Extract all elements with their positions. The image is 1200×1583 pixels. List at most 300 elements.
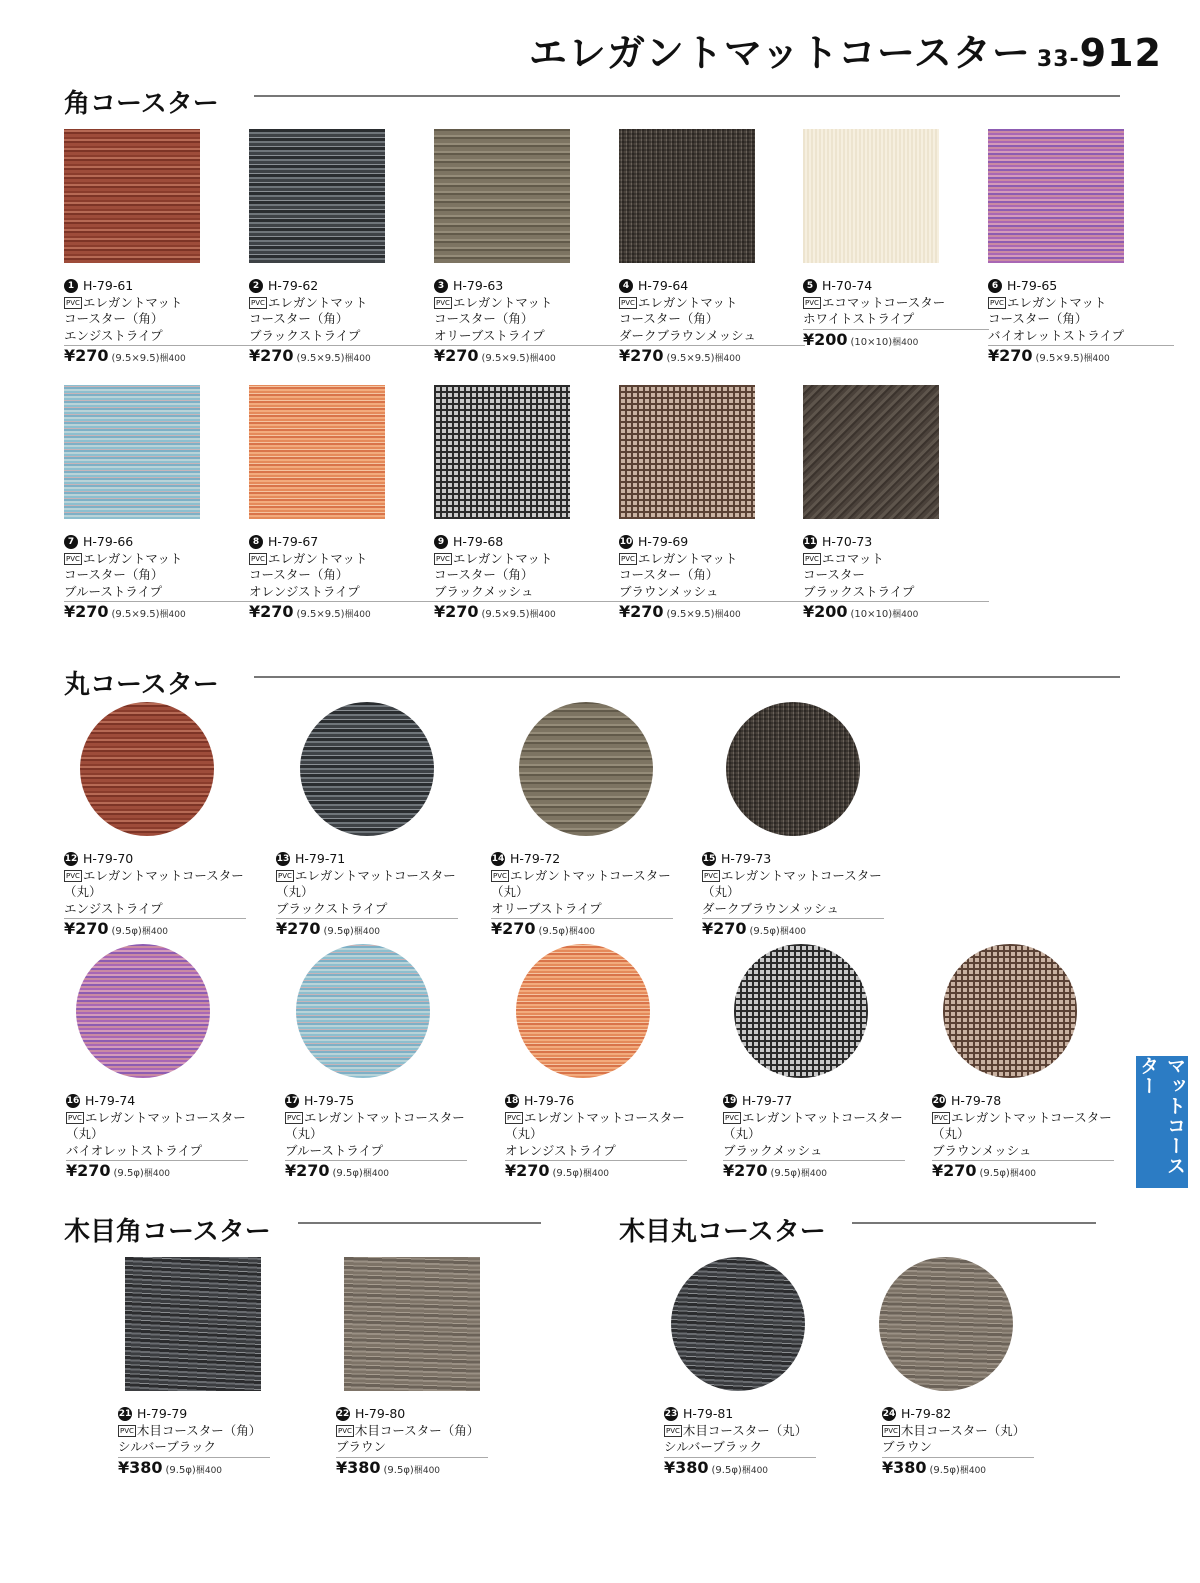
- product-size: (9.5×9.5): [481, 609, 530, 620]
- product-size: (9.5φ): [770, 1168, 801, 1179]
- product-code: H-79-63: [453, 278, 504, 293]
- product-name-line-1: PVC エレガントマットコースター（丸）: [491, 867, 671, 899]
- item-number-badge: 17: [285, 1096, 299, 1107]
- product-case-qty: 梱400: [413, 1465, 441, 1476]
- product-code: H-79-71: [295, 851, 346, 866]
- product-name-line-2: ブルーストライプ: [285, 1142, 384, 1158]
- item-number-badge: 14: [491, 854, 505, 865]
- product-item[interactable]: [434, 129, 620, 368]
- product-price: ¥270: [64, 602, 109, 621]
- product-number-line: [64, 851, 246, 868]
- product-name-line-2: オレンジストライプ: [505, 1142, 616, 1158]
- product-code: H-79-65: [1007, 278, 1058, 293]
- product-name-line-1: PVC 木目コースター（角）: [338, 1422, 480, 1438]
- product-name-line-3: オリーブストライプ: [434, 327, 545, 343]
- product-price: ¥270: [702, 919, 747, 938]
- price-line: [702, 921, 884, 941]
- product-meta: [932, 1093, 1114, 1183]
- product-size: (9.5×9.5): [1035, 353, 1084, 364]
- product-case-qty: 梱400: [529, 354, 556, 364]
- product-code: H-79-66: [83, 534, 134, 549]
- pvc-mark: PVC: [287, 1113, 301, 1122]
- item-number-badge: 6: [988, 279, 1002, 293]
- item-number-badge: 13: [276, 854, 290, 865]
- product-name-line-2: シルバーブラック: [664, 1439, 762, 1454]
- product-name: [64, 868, 246, 920]
- product-name: [803, 551, 989, 603]
- item-number-badge: 23: [664, 1409, 678, 1420]
- pvc-mark: PVC: [278, 871, 292, 880]
- product-size: (9.5φ): [979, 1168, 1010, 1179]
- item-number-badge: 12: [64, 854, 78, 865]
- price-line: [64, 921, 246, 941]
- product-case-qty: 梱400: [362, 1169, 390, 1179]
- product-price: ¥270: [249, 602, 294, 621]
- product-name: [505, 1110, 687, 1162]
- product-case-qty: 梱400: [353, 927, 381, 937]
- product-name-line-1: PVC エレガントマットコースター（丸）: [702, 867, 882, 899]
- product-number-line: [702, 851, 884, 868]
- pvc-mark: PVC: [251, 298, 265, 307]
- item-number-badge: 16: [66, 1096, 80, 1107]
- coaster-square-swatch: [249, 385, 385, 519]
- product-name-line-1: PVC エレガントマット: [251, 294, 368, 310]
- product-item[interactable]: [434, 385, 620, 624]
- item-number-badge: 4: [619, 279, 633, 293]
- product-code: H-79-76: [524, 1093, 575, 1108]
- product-item[interactable]: [664, 1257, 816, 1479]
- product-name-line-1: PVC 木目コースター（角）: [120, 1422, 262, 1438]
- item-number-badge: 15: [702, 854, 716, 865]
- product-item[interactable]: [702, 702, 884, 941]
- pvc-mark: PVC: [66, 871, 80, 880]
- item-number-badge: 22: [336, 1409, 350, 1420]
- product-item[interactable]: [249, 385, 435, 624]
- product-name-line-1: PVC エレガントマット: [436, 294, 553, 310]
- product-number-line: [64, 534, 250, 551]
- product-code: H-79-82: [901, 1406, 952, 1421]
- product-code: H-79-79: [137, 1406, 188, 1421]
- product-name-line-1: PVC エレガントマットコースター（丸）: [285, 1109, 465, 1141]
- product-meta: [434, 534, 620, 624]
- product-case-qty: 梱400: [800, 1169, 828, 1179]
- product-code: H-79-75: [304, 1093, 355, 1108]
- product-name: [249, 551, 435, 603]
- product-name-line-2: ブラウン: [882, 1439, 933, 1454]
- product-price: ¥270: [434, 346, 479, 365]
- product-meta: [66, 1093, 248, 1183]
- product-item[interactable]: [803, 129, 989, 351]
- product-item[interactable]: [932, 944, 1114, 1183]
- pvc-mark: PVC: [666, 1426, 680, 1435]
- product-name-line-1: PVC エレガントマットコースター（丸）: [505, 1109, 685, 1141]
- product-price: ¥270: [505, 1161, 550, 1180]
- item-number-badge: 11: [803, 537, 817, 548]
- pvc-mark: PVC: [884, 1426, 898, 1435]
- product-name-line-1: PVC エレガントマットコースター（丸）: [64, 867, 244, 899]
- product-price: ¥200: [803, 329, 848, 349]
- coaster-square-swatch: [434, 129, 570, 263]
- product-size: (9.5×9.5): [666, 609, 715, 620]
- pvc-mark: PVC: [68, 1113, 82, 1122]
- product-name-line-3: ブルーストライプ: [64, 583, 163, 599]
- price-line: [434, 348, 620, 368]
- item-number-badge: 21: [118, 1409, 132, 1420]
- product-name-line-2: ホワイトストライプ: [803, 311, 915, 326]
- product-name-line-2: エンジストライプ: [64, 900, 163, 916]
- item-number-badge: 18: [505, 1096, 519, 1107]
- product-case-qty: 梱400: [779, 927, 807, 937]
- product-number-line: [882, 1406, 1034, 1423]
- product-size: (9.5×9.5): [666, 353, 715, 364]
- product-size: (10×10): [850, 336, 893, 348]
- product-item[interactable]: [336, 1257, 488, 1479]
- product-number-line: [664, 1406, 816, 1423]
- pvc-mark: PVC: [805, 298, 819, 307]
- product-name-line-1: PVC エレガントマット: [990, 294, 1107, 310]
- product-code: H-79-74: [85, 1093, 136, 1108]
- product-number-line: [505, 1093, 687, 1110]
- pvc-mark: PVC: [66, 298, 80, 307]
- product-code: H-79-68: [453, 534, 504, 549]
- product-code: H-79-72: [510, 851, 561, 866]
- product-number-line: [249, 534, 435, 551]
- product-case-qty: 梱400: [1083, 354, 1110, 364]
- product-size: (9.5×9.5): [111, 609, 160, 620]
- product-meta: [434, 278, 620, 368]
- coaster-square-swatch: [988, 129, 1124, 263]
- price-line: [619, 348, 805, 368]
- product-code: H-79-64: [638, 278, 689, 293]
- product-meta: [803, 534, 989, 624]
- product-case-qty: 梱400: [892, 337, 919, 348]
- product-item[interactable]: [285, 944, 467, 1183]
- section-title-round: 丸コースター: [64, 670, 219, 700]
- pvc-mark: PVC: [725, 1113, 739, 1122]
- product-name-line-1: PVC エコマットコースター: [805, 294, 946, 310]
- product-name-line-3: ダークブラウンメッシュ: [619, 327, 756, 343]
- coaster-round-swatch: [879, 1257, 1013, 1391]
- product-item[interactable]: [505, 944, 687, 1183]
- product-item[interactable]: [64, 702, 246, 941]
- coaster-square-swatch: [619, 129, 755, 263]
- item-number-badge: 1: [64, 279, 78, 293]
- product-code: H-79-67: [268, 534, 319, 549]
- side-category-tab[interactable]: マットコースター: [1136, 1056, 1188, 1188]
- product-item[interactable]: [491, 702, 673, 941]
- product-item[interactable]: [66, 944, 248, 1183]
- product-name-line-3: ブラックストライプ: [249, 327, 361, 343]
- product-name-line-2: ダークブラウンメッシュ: [702, 900, 839, 916]
- pvc-mark: PVC: [66, 554, 80, 563]
- product-meta: [276, 851, 458, 941]
- product-name-line-1: PVC エレガントマット: [251, 550, 368, 566]
- coaster-square-swatch: [64, 129, 200, 263]
- product-code: H-79-62: [268, 278, 319, 293]
- coaster-round-swatch: [76, 944, 210, 1078]
- product-size: (9.5×9.5): [481, 353, 530, 364]
- product-name-line-2: コースター（角）: [249, 311, 349, 326]
- product-item[interactable]: [882, 1257, 1034, 1479]
- product-name: [619, 551, 805, 603]
- product-number-line: [803, 534, 989, 551]
- pvc-mark: PVC: [120, 1426, 134, 1435]
- pvc-mark: PVC: [251, 554, 265, 563]
- product-case-qty: 梱400: [568, 927, 596, 937]
- price-line: [882, 1457, 1034, 1480]
- product-number-line: [723, 1093, 905, 1110]
- coaster-square-swatch: [344, 1257, 480, 1391]
- product-name-line-1: PVC エレガントマット: [436, 550, 553, 566]
- product-name: [64, 295, 250, 347]
- price-line: [932, 1163, 1114, 1183]
- price-line: [118, 1457, 270, 1480]
- product-name-line-2: バイオレットストライプ: [66, 1142, 203, 1158]
- product-number-line: [619, 278, 805, 295]
- pvc-mark: PVC: [990, 298, 1004, 307]
- product-name-line-2: コースター（角）: [434, 311, 534, 326]
- product-case-qty: 梱400: [741, 1465, 769, 1476]
- coaster-round-swatch: [80, 702, 214, 836]
- section-divider: [254, 95, 1120, 97]
- product-meta: [285, 1093, 467, 1183]
- product-name: [932, 1110, 1114, 1162]
- product-case-qty: 梱400: [582, 1169, 610, 1179]
- coaster-round-swatch: [734, 944, 868, 1078]
- product-name: [882, 1423, 1034, 1458]
- product-price: ¥380: [882, 1457, 927, 1477]
- pvc-mark: PVC: [805, 554, 819, 563]
- coaster-round-swatch: [943, 944, 1077, 1078]
- section-title-wood-square: 木目角コースター: [64, 1217, 271, 1247]
- item-number-badge: 5: [803, 279, 817, 293]
- product-name-line-2: コースター（角）: [64, 311, 164, 326]
- product-name-line-1: PVC エレガントマットコースター（丸）: [276, 867, 456, 899]
- coaster-square-swatch: [619, 385, 755, 519]
- product-meta: [64, 851, 246, 941]
- product-number-line: [249, 278, 435, 295]
- product-name-line-2: オリーブストライプ: [491, 900, 602, 916]
- price-line: [249, 348, 435, 368]
- product-code: H-79-77: [742, 1093, 793, 1108]
- product-name: [64, 551, 250, 603]
- price-line: [505, 1163, 687, 1183]
- catalog-page-number: 912: [1079, 31, 1162, 75]
- product-meta: [803, 278, 989, 351]
- section-divider: [298, 1222, 541, 1224]
- section-divider: [254, 676, 1120, 678]
- price-line: [803, 604, 989, 624]
- price-line: [249, 604, 435, 624]
- product-name: [249, 295, 435, 347]
- product-name-line-1: PVC エレガントマット: [621, 550, 738, 566]
- product-case-qty: 梱400: [195, 1465, 223, 1476]
- product-name: [285, 1110, 467, 1162]
- product-meta: [619, 534, 805, 624]
- product-item[interactable]: [276, 702, 458, 941]
- product-name: [702, 868, 884, 920]
- product-name: [803, 295, 989, 330]
- product-case-qty: 梱400: [159, 354, 186, 364]
- pvc-mark: PVC: [621, 554, 635, 563]
- product-number-line: [64, 278, 250, 295]
- product-number-line: [988, 278, 1174, 295]
- product-name-line-2: ブラックメッシュ: [723, 1142, 823, 1158]
- product-price: ¥270: [66, 1161, 111, 1180]
- product-name: [66, 1110, 248, 1162]
- item-number-badge: 10: [619, 537, 633, 548]
- product-price: ¥270: [988, 346, 1033, 365]
- item-number-badge: 20: [932, 1096, 946, 1107]
- product-name-line-2: ブラックストライプ: [276, 900, 388, 916]
- price-line: [988, 348, 1174, 368]
- product-name-line-2: コースター（角）: [249, 567, 349, 582]
- product-meta: [988, 278, 1174, 368]
- product-price: ¥270: [619, 346, 664, 365]
- item-number-badge: 8: [249, 535, 263, 549]
- item-number-badge: 2: [249, 279, 263, 293]
- product-size: (9.5×9.5): [296, 353, 345, 364]
- pvc-mark: PVC: [338, 1426, 352, 1435]
- product-meta: [664, 1406, 816, 1479]
- product-item[interactable]: [619, 129, 805, 368]
- product-case-qty: 梱400: [344, 354, 371, 364]
- product-meta: [64, 534, 250, 624]
- price-line: [336, 1457, 488, 1480]
- product-meta: [118, 1406, 270, 1479]
- product-number-line: [276, 851, 458, 868]
- product-item[interactable]: [249, 129, 435, 368]
- product-meta: [491, 851, 673, 941]
- product-name-line-3: ブラックメッシュ: [434, 583, 534, 599]
- pvc-mark: PVC: [704, 871, 718, 880]
- pvc-mark: PVC: [493, 871, 507, 880]
- coaster-round-swatch: [671, 1257, 805, 1391]
- pvc-mark: PVC: [621, 298, 635, 307]
- coaster-round-swatch: [300, 702, 434, 836]
- product-number-line: [285, 1093, 467, 1110]
- item-number-badge: 3: [434, 279, 448, 293]
- product-name-line-1: PVC エレガントマットコースター（丸）: [66, 1109, 246, 1141]
- product-size: (9.5φ): [165, 1464, 196, 1476]
- product-code: H-79-80: [355, 1406, 406, 1421]
- coaster-square-swatch: [64, 385, 200, 519]
- product-item[interactable]: [619, 385, 805, 624]
- product-code: H-79-61: [83, 278, 134, 293]
- product-size: (9.5φ): [538, 926, 569, 937]
- product-size: (9.5φ): [323, 926, 354, 937]
- product-name-line-2: コースター（角）: [988, 311, 1088, 326]
- product-size: (9.5φ): [111, 926, 142, 937]
- pvc-mark: PVC: [507, 1113, 521, 1122]
- product-item[interactable]: [723, 944, 905, 1183]
- product-name: [723, 1110, 905, 1162]
- product-name: [491, 868, 673, 920]
- price-line: [803, 329, 989, 352]
- product-case-qty: 梱400: [143, 1169, 171, 1179]
- price-line: [64, 348, 250, 368]
- product-code: H-79-78: [951, 1093, 1002, 1108]
- coaster-square-swatch: [125, 1257, 261, 1391]
- product-name-line-1: PVC 木目コースター（丸）: [884, 1422, 1026, 1438]
- coaster-square-swatch: [434, 385, 570, 519]
- item-number-badge: 7: [64, 535, 78, 549]
- product-size: (9.5×9.5): [296, 609, 345, 620]
- product-meta: [723, 1093, 905, 1183]
- product-name: [988, 295, 1174, 347]
- catalog-code-prefix: 33-: [1036, 47, 1080, 72]
- product-code: H-70-74: [822, 278, 873, 293]
- product-meta: [336, 1406, 488, 1479]
- product-case-qty: 梱400: [159, 610, 186, 620]
- product-name: [434, 551, 620, 603]
- section-title-square: 角コースター: [64, 89, 219, 119]
- product-name: [664, 1423, 816, 1458]
- product-price: ¥270: [723, 1161, 768, 1180]
- coaster-round-swatch: [296, 944, 430, 1078]
- product-name-line-2: コースター: [803, 567, 865, 582]
- product-meta: [505, 1093, 687, 1183]
- product-name: [619, 295, 805, 347]
- product-number-line: [66, 1093, 248, 1110]
- pvc-mark: PVC: [436, 554, 450, 563]
- price-line: [723, 1163, 905, 1183]
- product-price: ¥270: [64, 919, 109, 938]
- product-price: ¥270: [276, 919, 321, 938]
- product-name-line-2: ブラウンメッシュ: [932, 1142, 1032, 1158]
- product-size: (9.5φ): [929, 1464, 960, 1476]
- catalog-title: エレガントマットコースター: [528, 31, 1031, 75]
- price-line: [276, 921, 458, 941]
- product-size: (9.5φ): [332, 1168, 363, 1179]
- product-item[interactable]: [64, 385, 250, 624]
- product-name-line-3: バイオレットストライプ: [988, 327, 1125, 343]
- product-number-line: [434, 534, 620, 551]
- product-number-line: [118, 1406, 270, 1423]
- product-meta: [882, 1406, 1034, 1479]
- product-size: (9.5φ): [552, 1168, 583, 1179]
- product-price: ¥270: [434, 602, 479, 621]
- product-size: (9.5φ): [711, 1464, 742, 1476]
- product-name: [336, 1423, 488, 1458]
- product-name: [118, 1423, 270, 1458]
- product-code: H-79-81: [683, 1406, 734, 1421]
- page-title: [529, 22, 1162, 77]
- product-name-line-1: PVC エレガントマット: [66, 550, 183, 566]
- coaster-round-swatch: [519, 702, 653, 836]
- product-item[interactable]: [988, 129, 1174, 368]
- product-meta: [249, 278, 435, 368]
- item-number-badge: 9: [434, 535, 448, 549]
- product-case-qty: 梱400: [892, 610, 919, 620]
- product-meta: [64, 278, 250, 368]
- product-name-line-2: コースター（角）: [434, 567, 534, 582]
- product-code: H-79-70: [83, 851, 134, 866]
- product-code: H-79-73: [721, 851, 772, 866]
- item-number-badge: 24: [882, 1409, 896, 1420]
- product-name-line-1: PVC エレガントマット: [66, 294, 183, 310]
- product-price: ¥270: [285, 1161, 330, 1180]
- product-item[interactable]: [803, 385, 989, 624]
- section-title-wood-round: 木目丸コースター: [619, 1217, 826, 1247]
- coaster-square-swatch: [249, 129, 385, 263]
- product-name-line-2: コースター（角）: [64, 567, 164, 582]
- product-number-line: [619, 534, 805, 551]
- product-item[interactable]: [64, 129, 250, 368]
- product-item[interactable]: [118, 1257, 270, 1479]
- product-name-line-1: PVC エレガントマットコースター（丸）: [723, 1109, 903, 1141]
- product-name-line-2: コースター（角）: [619, 567, 719, 582]
